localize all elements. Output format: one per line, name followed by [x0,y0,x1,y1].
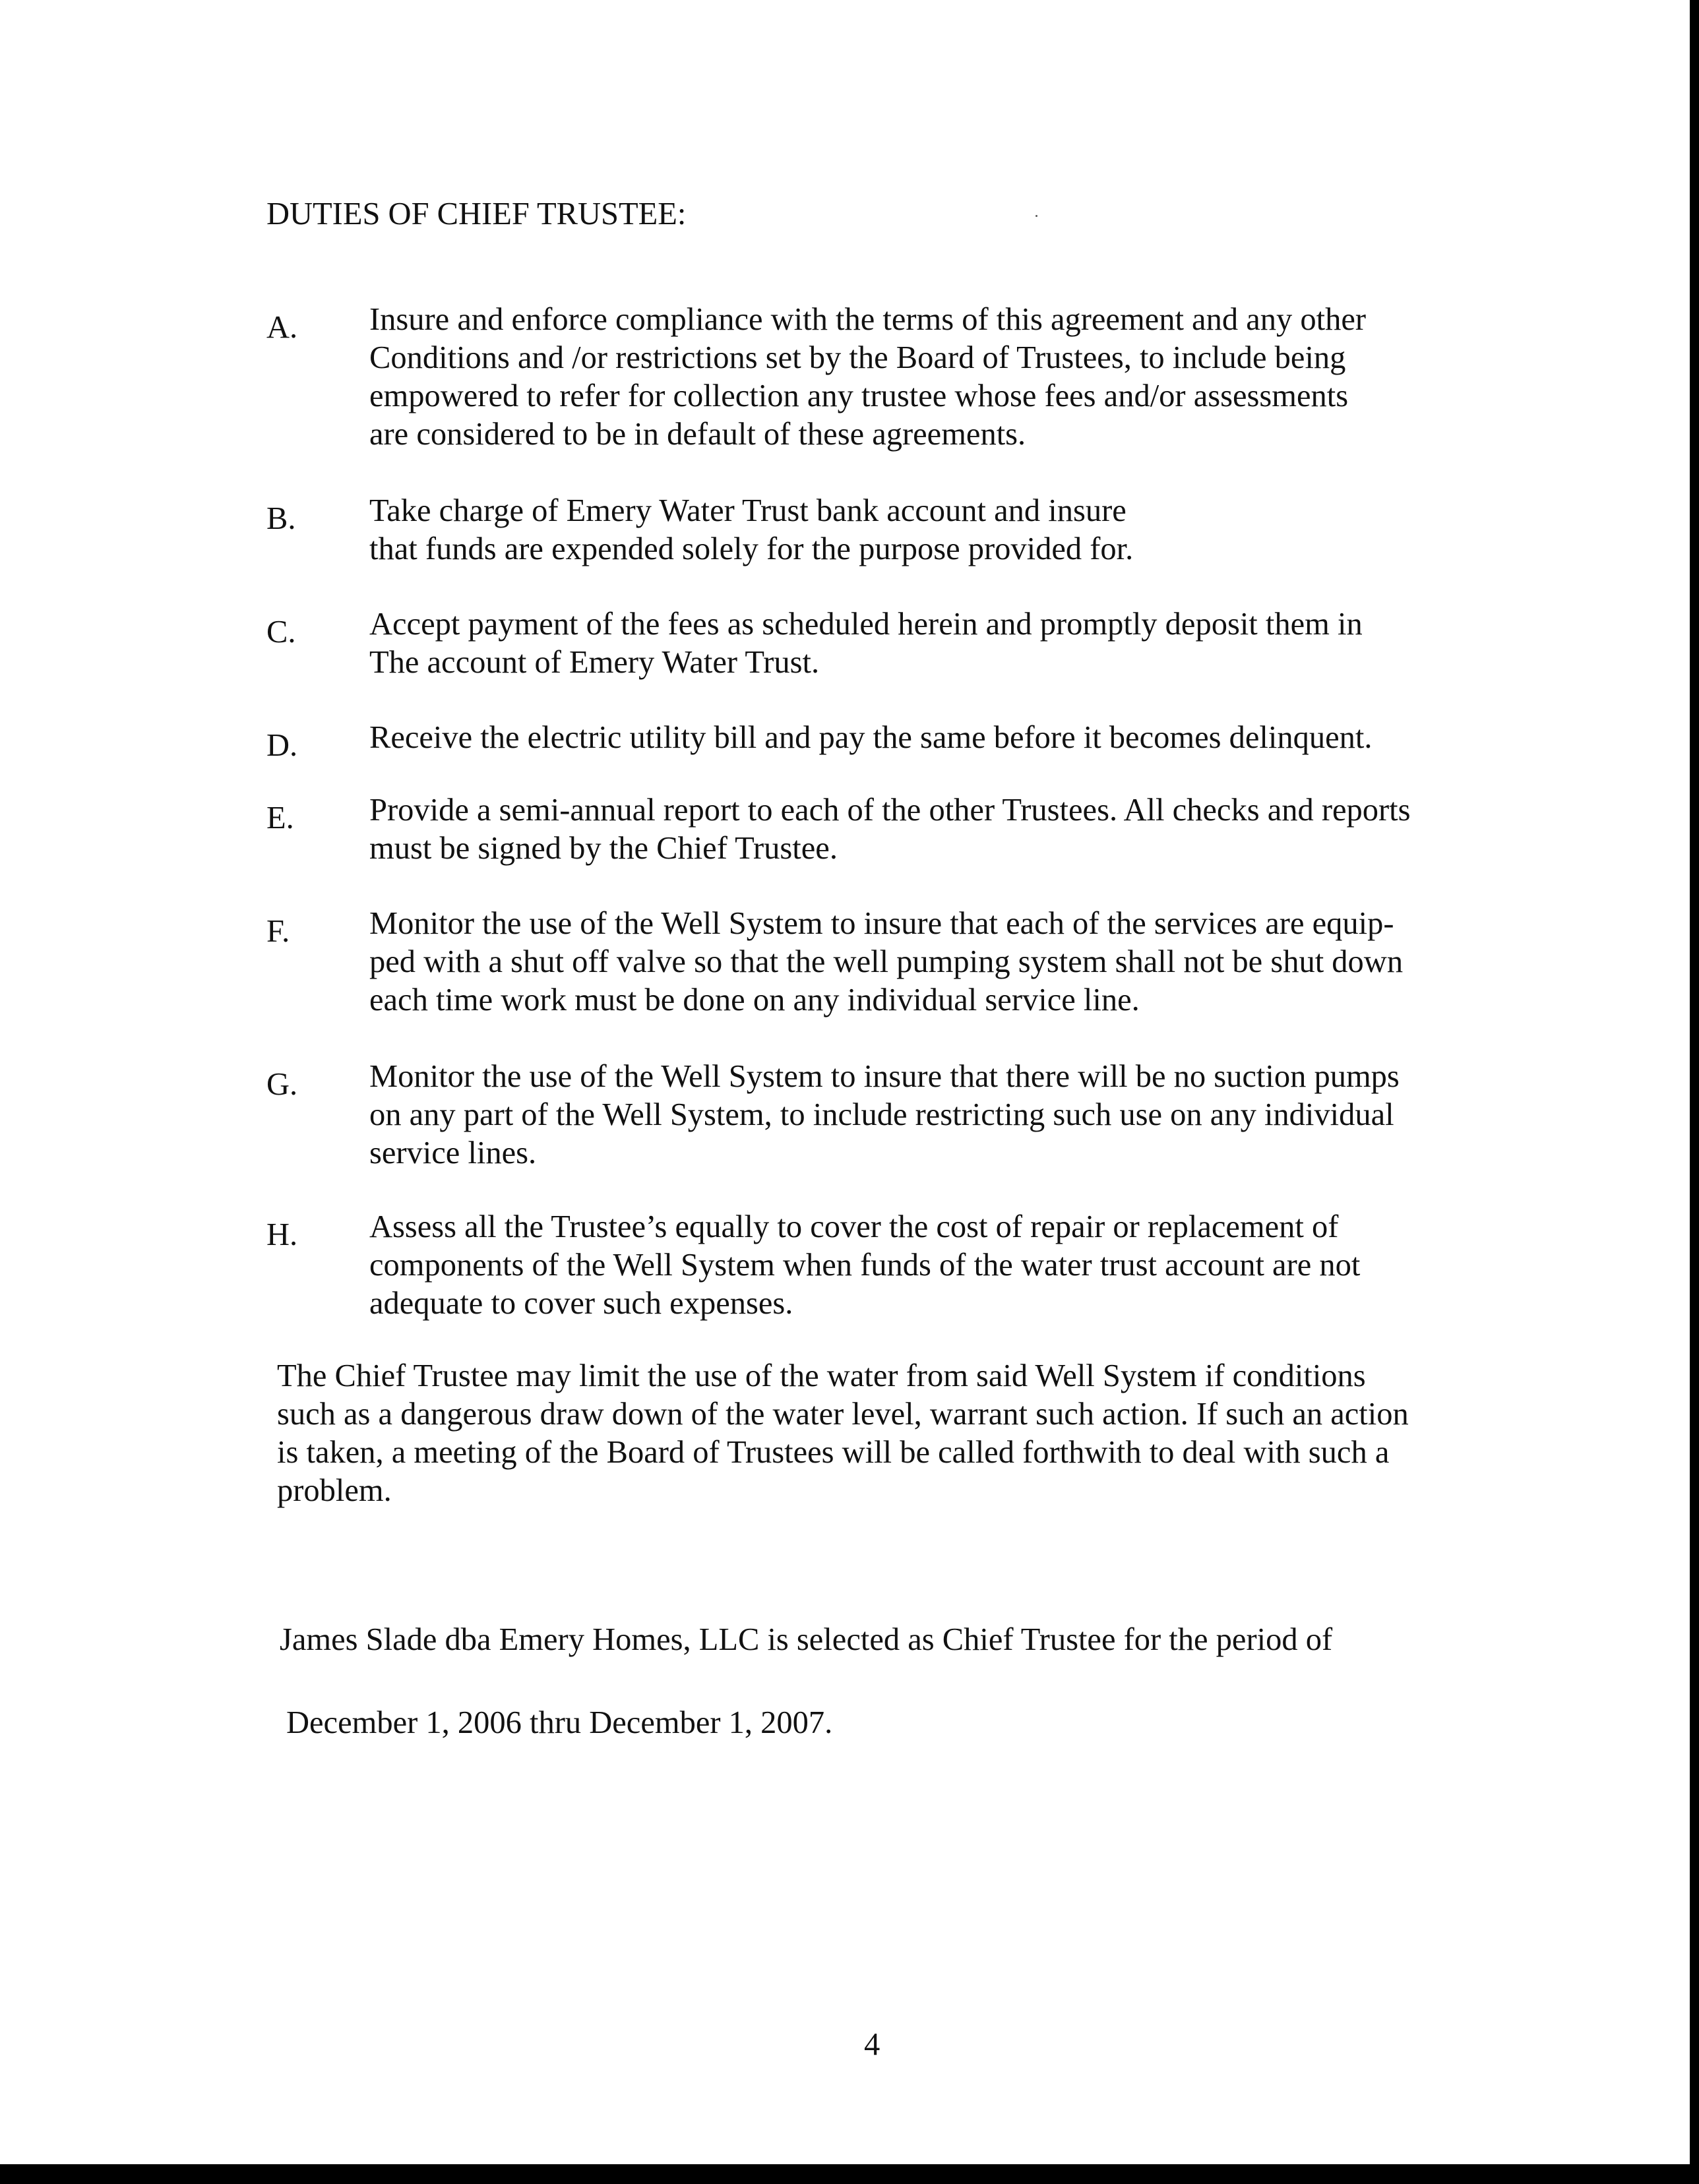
duty-line: service lines. [369,1136,537,1170]
duty-letter: A. [266,310,298,345]
duty-line: must be signed by the Chief Trustee. [369,831,838,866]
duty-line: each time work must be done on any individual service line. [369,983,1140,1017]
duty-text [369,1208,1451,1323]
duty-line: are considered to be in default of these agreements. [369,417,1026,452]
duty-line: components of the Well System when funds of the water trust account are not [369,1248,1361,1283]
duty-text [369,1058,1451,1172]
duty-letter: H. [266,1217,298,1252]
duty-line: Insure and enforce compliance with the terms of this agreement and any other [369,302,1367,337]
duty-line: on any part of the Well System, to include restricting such use on any individual [369,1097,1394,1132]
duty-text [369,605,1451,682]
duty-line: empowered to refer for collection any trustee whose fees and/or assessments [369,379,1349,413]
duty-text [369,791,1451,868]
duty-letter: E. [266,801,294,835]
duty-line: Receive the electric utility bill and pay the same before it becomes delinquent. [369,720,1373,755]
scan-speck [1035,215,1037,217]
duty-line: Provide a semi-annual report to each of the other Trustees. All checks and reports [369,793,1411,828]
duty-letter: B. [266,501,296,536]
closing-paragraph [277,1357,1464,1510]
closing-line: such as a dangerous draw down of the water level, warrant such action. If such an action [277,1397,1409,1432]
duty-line: ped with a shut off valve so that the well pumping system shall not be shut down [369,944,1404,979]
duty-text [369,719,1451,757]
page-number: 4 [864,2027,880,2062]
closing-line: is taken, a meeting of the Board of Trustees will be called forthwith to deal with such a [277,1435,1390,1470]
duty-letter: F. [266,914,290,949]
section-heading: DUTIES OF CHIEF TRUSTEE: [266,197,687,231]
duty-line: that funds are expended solely for the purpose provided for. [369,531,1134,566]
duty-text [369,301,1451,454]
duty-line: Assess all the Trustee’s equally to cover the cost of repair or replacement of [369,1209,1339,1244]
selection-period: December 1, 2006 thru December 1, 2007. [286,1705,833,1740]
closing-line: The Chief Trustee may limit the use of the water from said Well System if conditions [277,1358,1366,1393]
duty-text [369,905,1451,1019]
duty-line: Monitor the use of the Well System to insure that there will be no suction pumps [369,1059,1400,1094]
duty-line: Accept payment of the fees as scheduled herein and promptly deposit them in [369,607,1363,642]
duty-line: Take charge of Emery Water Trust bank account and insure [369,493,1127,528]
duty-letter: G. [266,1067,298,1102]
duty-text [369,492,1451,568]
duty-line: Monitor the use of the Well System to insure that each of the services are equip- [369,906,1394,941]
duty-line: adequate to cover such expenses. [369,1286,793,1321]
selection-statement: James Slade dba Emery Homes, LLC is selected as Chief Trustee for the period of [280,1622,1333,1657]
duty-letter: D. [266,728,298,763]
closing-line: problem. [277,1473,392,1508]
duty-line: Conditions and /or restrictions set by the Board of Trustees, to include being [369,340,1346,375]
duty-letter: C. [266,615,296,650]
duty-line: The account of Emery Water Trust. [369,645,820,680]
